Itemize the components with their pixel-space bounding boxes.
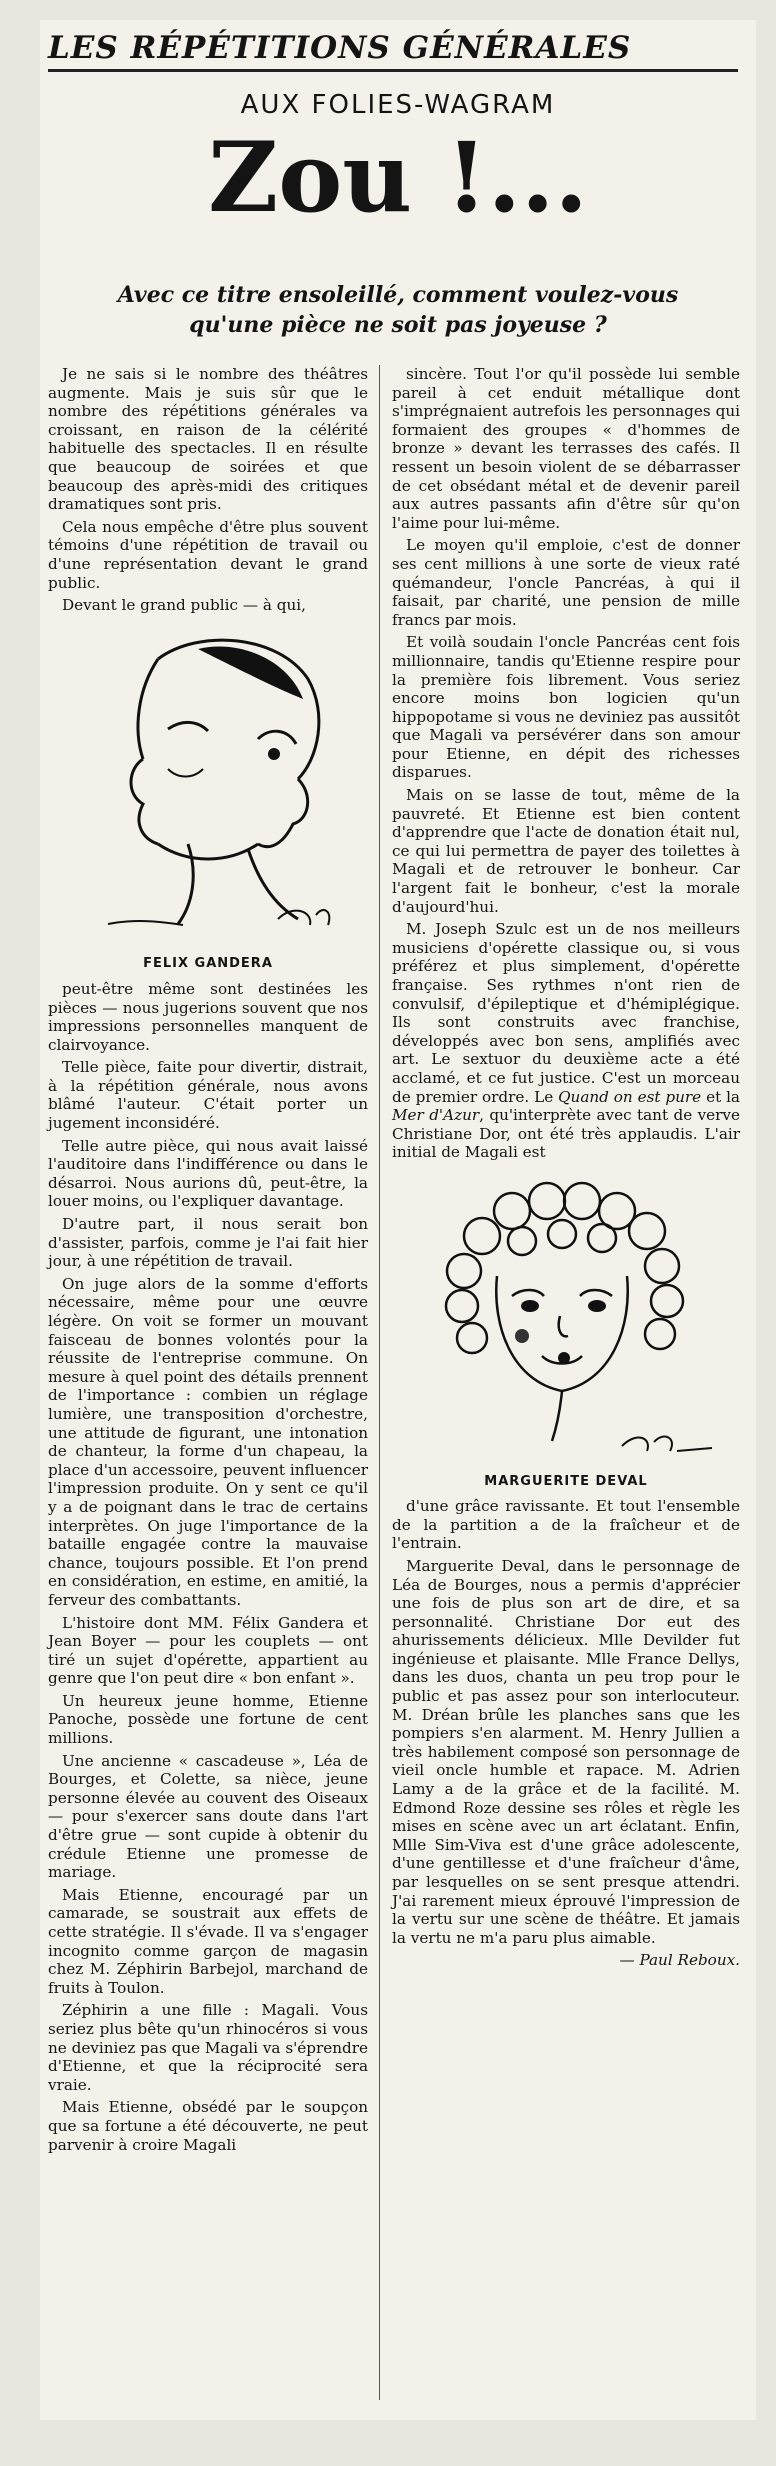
newspaper-page [40,20,756,2420]
paragraph: Cela nous empêche d'être plus souvent témoins d'une répétition de travail ou d'une représentation devant le grand public. [48,517,368,592]
gandera-caricature [48,619,368,974]
paragraph: Mais on se lasse de tout, même de la pauvreté. Et Etienne est bien content d'apprendre que l'acte de donation était nul, ce qui lui permettra de payer des toilettes à Magali et de retrouver le bonheur. Car l'argent fait le bonheur, c'est la morale d'aujourd'hui. [392,786,740,916]
article-subtitle: Avec ce titre ensoleillé, comment voulez-vous qu'une pièce ne soit pas joyeuse ? [117,282,679,338]
image-caption: MARGUERITE DEVAL [484,1473,648,1489]
paragraph: On juge alors de la somme d'efforts nécessaire, même pour une œuvre légère. On voit se former un mouvant faisceau de bonnes volontés pour la réussite de l'entreprise commune. On mesure à quel point des détails prennent de l'importance : combien un réglage lumière, une transposition d'orchestre, une attitude de figurant, une intonation de chanteur, la forme d'un chapeau, la place d'un accessoire, peuvent influencer l'impression produite. On y sent ce qu'il y a de poignant dans le trac de certains interprètes. On juge l'importance de la bataille engagée contre la mauvaise chance, toujours possible. Et l'on prend en considération, en estime, en amitié, la ferveur des combattants. [48,1274,368,1609]
article-title: Zou !... [208,121,588,234]
paragraph: peut-être même sont destinées les pièces — nous jugerions souvent que nos impressions personnelles manquent de clairvoyance. [48,979,368,1054]
paragraph: sincère. Tout l'or qu'il possède lui semble pareil à cet enduit métallique dont s'imprégnaient autrefois les personnages qui formaient des groupes « d'hommes de bronze » devant les terrasses des cafés. Il ressent un besoin violent de se débarrasser de cet obsédant métal et de devenir pareil aux autres passants afin d'être sûr qu'on l'aime pour lui-même. [392,365,740,532]
right-column [392,365,740,1974]
left-column [48,365,368,2158]
paragraph: Telle autre pièce, qui nous avait laissé l'auditoire dans l'indifférence ou dans le désarroi. Nous aurions dû, peut-être, la louer moins, ou l'expliquer davantage. [48,1136,368,1211]
paragraph: Je ne sais si le nombre des théâtres augmente. Mais je suis sûr que le nombre des répétitions générales va croissant, en raison de la célérité habituelle des spectacles. Il en résulte que beaucoup de soirées et que beaucoup des après-midi des critiques dramatiques sont pris. [48,365,368,514]
paragraph: Devant le grand public — à qui, [62,596,306,615]
caricature-drawing [392,1166,740,1466]
song-title: Mer d'Azur [392,1106,480,1125]
text-run: et la [701,1087,740,1106]
paragraph: Mais Etienne, encouragé par un camarade, se soustrait aux effets de cette stratégie. Il s'évade. Il va s'engager incognito comme garçon de magasin chez M. Zéphirin Barbejol, marchand de fruits à Toulon. [48,1885,368,1997]
paragraph: Marguerite Deval, dans le personnage de Léa de Bourges, nous a permis d'apprécier une fois de plus son art de dire, et sa personnalité. Christiane Dor eut des ahurissements délicieux. Mlle Devilder fut ingénieuse et plaisante. Mlle France Dellys, dans les duos, chanta un peu trop pour le public et pas assez pour son interlocuteur. M. Dréan brûle les planches sans que les pompiers s'en alarment. M. Henry Jullien a très habilement composé son personnage de vieil oncle humble et rapace. M. Adrien Lamy a de la grâce et de la facilité. M. Edmond Roze dessine ses rôles et règle les mises en scène avec un art éclatant. Enfin, Mlle Sim-Viva est d'une grâce adolescente, d'une gentillesse et d'une fraîcheur d'âme, par lesquelles on se sent presque attendri. J'ai rarement mieux éprouvé l'impression de la vertu sur une scène de théâtre. Et jamais la vertu ne m'a paru plus aimable. [392,1556,740,1947]
caricature-drawing [48,619,368,949]
paragraph: Et voilà soudain l'oncle Pancréas cent fois millionnaire, tandis qu'Etienne respire pour la première fois librement. Vous seriez encore moins bon logicien qu'un hippopotame si vous ne deviniez pas aussitôt que Magali va persévérer dans son amour pour Etienne, en dépit des richesses disparues. [392,633,740,782]
venue-heading: AUX FOLIES-WAGRAM [240,90,556,120]
paragraph: Telle pièce, faite pour divertir, distrait, à la répétition générale, nous avons blâmé l'auteur. C'était porter un jugement inconsidéré. [48,1058,368,1133]
deval-caricature [392,1166,740,1491]
paragraph: Un heureux jeune homme, Etienne Panoche, possède une fortune de cent millions. [48,1691,368,1748]
paragraph: Zéphirin a une fille : Magali. Vous seriez plus bête qu'un rhinocéros si vous ne deviniez pas que Magali va s'éprendre d'Etienne, et que la réciprocité sera vraie. [48,2001,368,2094]
paragraph: Mais Etienne, obsédé par le soupçon que sa fortune a été découverte, ne peut parvenir à croire Magali [48,2098,368,2154]
paragraph: D'autre part, il nous serait bon d'assister, parfois, comme je l'ai fait hier jour, à une répétition de travail. [48,1215,368,1271]
text-run: , qu'interprète avec tant de verve Christiane Dor, ont été très applaudis. L'air initial de Magali est [392,1106,740,1162]
column-rule [379,365,380,2400]
song-title: Quand on est pure [558,1087,702,1106]
paragraph [392,920,740,1162]
text-run: M. Joseph Szulc est un de nos meilleurs musiciens d'opérette classique ou, si vous préférez et plus simplement, d'opérette française. Ses rythmes n'ont rien de convulsif, d'épileptique et d'hémiplégique. Ils sont construits avec franchise, développés avec bon sens, amplifiés avec art. Le sextuor du deuxième acte a été acclamé, et ce fut justice. C'est un morceau de premier ordre. Le [392,920,740,1106]
image-caption: FELIX GANDERA [143,956,273,972]
author-signature: — Paul Reboux. [619,1951,740,1970]
section-rubric: LES RÉPÉTITIONS GÉNÉRALES [48,30,738,72]
paragraph: L'histoire dont MM. Félix Gandera et Jean Boyer — pour les couplets — ont tiré un sujet d'opérette, appartient au genre que l'on peut dire « bon enfant ». [48,1613,368,1688]
paragraph: Une ancienne « cascadeuse », Léa de Bourges, et Colette, sa nièce, jeune personne élevée au couvent des Oiseaux — pour s'exercer sans doute dans l'art d'être grue — sont cupide à obtenir du crédule Etienne une promesse de mariage. [48,1751,368,1882]
paragraph: Le moyen qu'il emploie, c'est de donner ses cent millions à une sorte de vieux raté quémandeur, l'oncle Pancréas, à qui il faisait, par charité, une pension de mille francs par mois. [392,536,740,629]
paragraph: d'une grâce ravissante. Et tout l'ensemble de la partition a de la fraîcheur et de l'entrain. [392,1497,740,1553]
